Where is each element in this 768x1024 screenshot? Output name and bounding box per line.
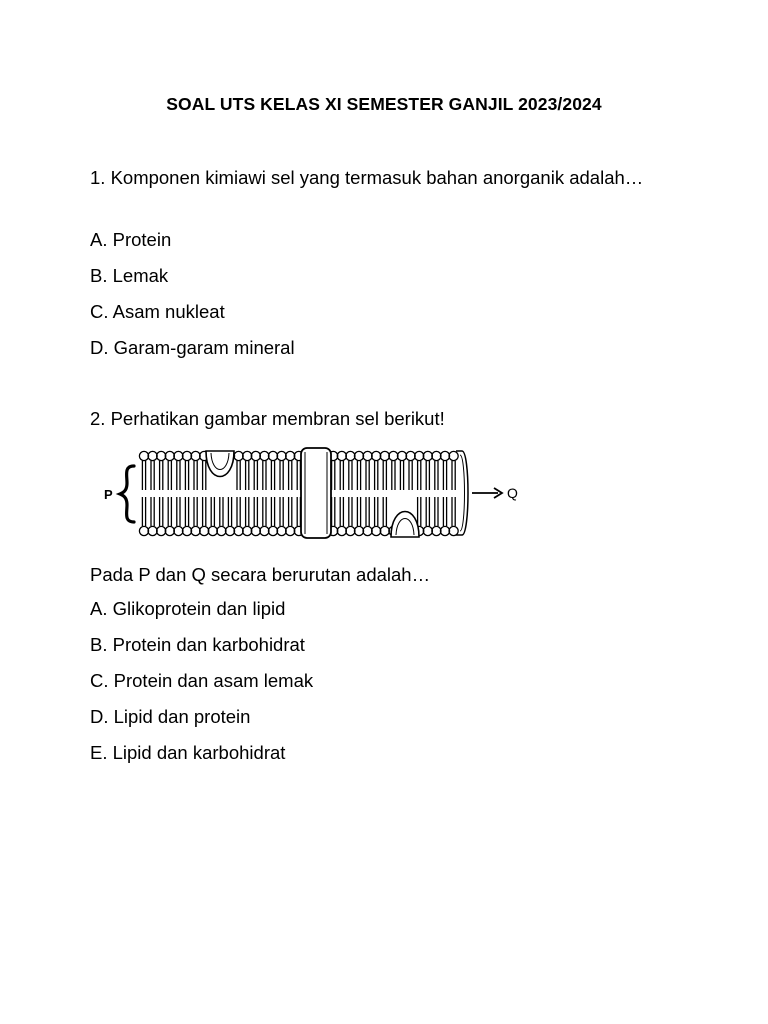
phospholipid-head-bottom [440, 526, 449, 535]
phospholipid-head-bottom [260, 526, 269, 535]
phospholipid-head-bottom [208, 526, 217, 535]
phospholipid-head-bottom [165, 526, 174, 535]
membrane-end-cap-inner [460, 455, 465, 531]
phospholipid-head-bottom [354, 526, 363, 535]
phospholipid-head-bottom [182, 526, 191, 535]
phospholipid-head-top [139, 451, 148, 460]
phospholipid-head-bottom [148, 526, 157, 535]
phospholipid-head-bottom [286, 526, 295, 535]
phospholipid-head-bottom [277, 526, 286, 535]
question-2-option-c: C. Protein dan asam lemak [90, 670, 314, 691]
question-1-option-d: D. Garam-garam mineral [90, 337, 295, 358]
phospholipid-head-bottom [225, 526, 234, 535]
label-q: Q [507, 485, 518, 501]
phospholipid-head-top [268, 451, 277, 460]
phospholipid-head-top [243, 451, 252, 460]
phospholipid-head-bottom [380, 526, 389, 535]
phospholipid-head-top [174, 451, 183, 460]
question-2-option-a: A. Glikoprotein dan lipid [90, 598, 286, 619]
question-2-option-b: B. Protein dan karbohidrat [90, 634, 305, 655]
question-1-option-a: A. Protein [90, 229, 172, 250]
phospholipid-head-top [440, 451, 449, 460]
phospholipid-head-top [380, 451, 389, 460]
phospholipid-head-bottom [423, 526, 432, 535]
phospholipid-head-bottom [174, 526, 183, 535]
phospholipid-head-top [286, 451, 295, 460]
phospholipid-head-top [449, 451, 458, 460]
question-1-option-c: C. Asam nukleat [90, 301, 225, 322]
question-1-option-b: B. Lemak [90, 265, 169, 286]
membrane-end-cap [456, 451, 468, 535]
p-bracket-brace [120, 466, 134, 522]
phospholipid-head-bottom [346, 526, 355, 535]
phospholipid-head-bottom [432, 526, 441, 535]
phospholipid-head-bottom [372, 526, 381, 535]
phospholipid-head-top [251, 451, 260, 460]
phospholipid-head-top [354, 451, 363, 460]
phospholipid-head-top [165, 451, 174, 460]
phospholipid-head-bottom [217, 526, 226, 535]
phospholipid-head-top [234, 451, 243, 460]
phospholipid-head-bottom [363, 526, 372, 535]
phospholipid-head-top [260, 451, 269, 460]
cell-membrane-figure [100, 445, 530, 540]
phospholipid-head-bottom [268, 526, 277, 535]
phospholipid-head-top [191, 451, 200, 460]
phospholipid-head-top [157, 451, 166, 460]
phospholipid-head-bottom [157, 526, 166, 535]
question-2-option-e: E. Lipid dan karbohidrat [90, 742, 286, 763]
phospholipid-head-top [372, 451, 381, 460]
phospholipid-head-top [148, 451, 157, 460]
phospholipid-head-bottom [337, 526, 346, 535]
phospholipid-head-top [182, 451, 191, 460]
question-1-stem: 1. Komponen kimiawi sel yang termasuk bahan anorganik adalah… [90, 167, 644, 188]
peripheral-protein-bottom [391, 512, 419, 538]
phospholipid-head-top [397, 451, 406, 460]
question-2-prompt: Pada P dan Q secara berurutan adalah… [90, 564, 431, 585]
phospholipid-head-top [415, 451, 424, 460]
phospholipid-head-bottom [251, 526, 260, 535]
phospholipid-head-top [423, 451, 432, 460]
phospholipid-head-top [389, 451, 398, 460]
page-title: SOAL UTS KELAS XI SEMESTER GANJIL 2023/2024 [166, 94, 602, 114]
phospholipid-head-bottom [139, 526, 148, 535]
phospholipid-head-bottom [449, 526, 458, 535]
label-p: P [104, 487, 113, 502]
peripheral-protein-top [206, 451, 234, 477]
phospholipid-head-bottom [234, 526, 243, 535]
phospholipid-head-top [337, 451, 346, 460]
question-2-option-d: D. Lipid dan protein [90, 706, 251, 727]
phospholipid-head-top [406, 451, 415, 460]
question-2-stem: 2. Perhatikan gambar membran sel berikut! [90, 408, 445, 429]
phospholipid-head-top [432, 451, 441, 460]
phospholipid-head-bottom [191, 526, 200, 535]
phospholipid-head-bottom [200, 526, 209, 535]
phospholipid-head-top [346, 451, 355, 460]
phospholipid-head-top [363, 451, 372, 460]
phospholipid-head-top [277, 451, 286, 460]
phospholipid-head-bottom [243, 526, 252, 535]
